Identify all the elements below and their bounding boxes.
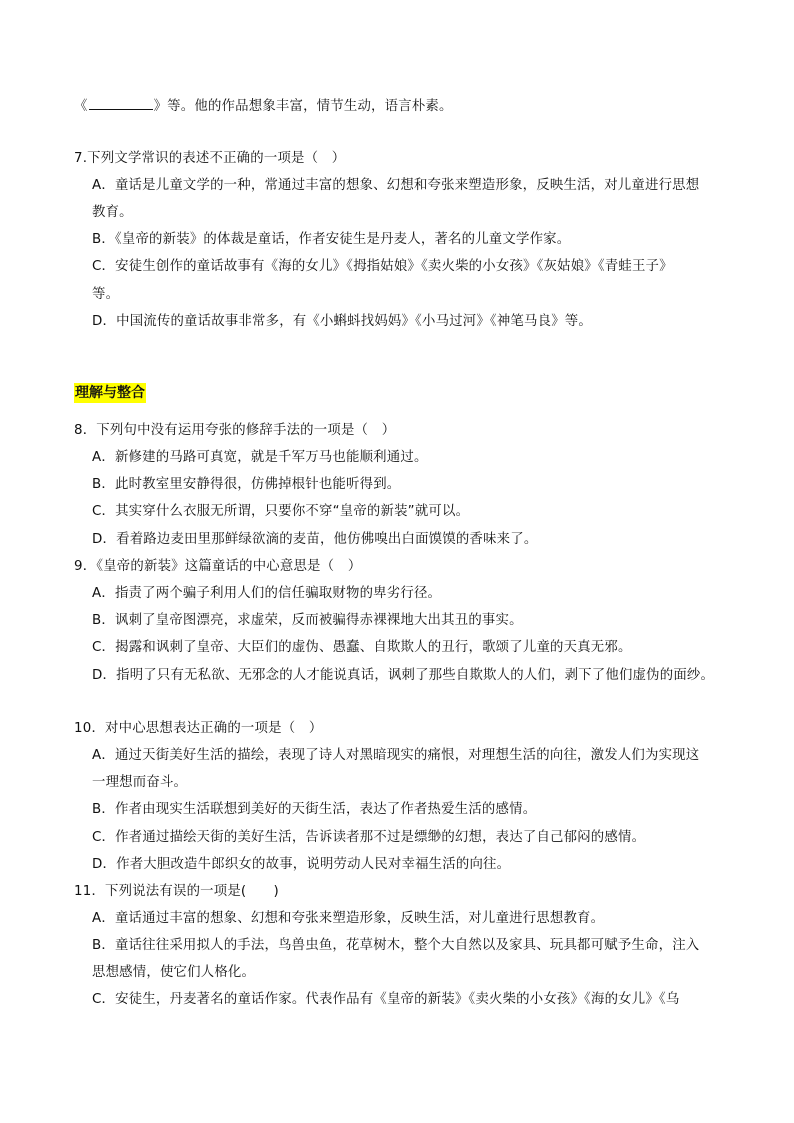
q7-option-a-line2: 教育。 xyxy=(92,205,133,220)
question-7-stem: 7.下列文学常识的表述不正确的一项是（ ） xyxy=(74,151,346,166)
answer-blank[interactable] xyxy=(89,97,153,110)
q11-option-a: A．童话通过丰富的想象、幻想和夸张来塑造形象，反映生活，对儿童进行思想教育。 xyxy=(92,911,605,926)
q7-option-b: B．《皇帝的新装》的体裁是童话，作者安徒生是丹麦人，著名的儿童文学作家。 xyxy=(92,232,571,247)
q8-option-b: B．此时教室里安静得很，仿佛掉根针也能听得到。 xyxy=(92,477,401,492)
question-11-stem: 11．下列说法有误的一项是( ) xyxy=(74,884,279,899)
q10-option-b: B．作者由现实生活联想到美好的天街生活，表达了作者热爱生活的感情。 xyxy=(92,802,537,817)
section-heading: 理解与整合 xyxy=(75,385,145,401)
q7-option-d: D．中国流传的童话故事非常多，有《小蝌蚪找妈妈》《小马过河》《神笔马良》等。 xyxy=(92,314,592,329)
fragment-open: 《 xyxy=(74,99,88,114)
q9-option-d: D．指明了只有无私欲、无邪念的人才能说真话，讽刺了那些自欺欺人的人们，剥下了他们虚伪的面纱。 xyxy=(92,668,715,683)
q9-option-c: C．揭露和讽刺了皇帝、大臣们的虚伪、愚蠢、自欺欺人的丑行，歌颂了儿童的天真无邪。 xyxy=(92,640,632,655)
q10-option-c: C．作者通过描绘天街的美好生活，告诉读者那不过是缥缈的幻想，表达了自己郁闷的感情。 xyxy=(92,830,646,845)
q9-option-a: A．指责了两个骗子利用人们的信任骗取财物的卑劣行径。 xyxy=(92,586,442,601)
q8-option-a: A．新修建的马路可真宽，就是千军万马也能顺利通过。 xyxy=(92,450,428,465)
q7-option-c-line2: 等。 xyxy=(92,287,120,302)
q10-option-a-line1: A．通过天街美好生活的描绘，表现了诗人对黑暗现实的痛恨，对理想生活的向往，激发人们为实现这 xyxy=(92,748,700,763)
q8-option-d: D．看着路边麦田里那鲜绿欲滴的麦苗，他仿佛嗅出白面馍馍的香味来了。 xyxy=(92,532,538,547)
fragment-line xyxy=(74,97,453,116)
q7-option-a-line1: A．童话是儿童文学的一种，常通过丰富的想象、幻想和夸张来塑造形象，反映生活，对儿童进行思想 xyxy=(92,178,700,193)
q9-option-b: B．讽刺了皇帝图漂亮，求虚荣，反而被骗得赤裸裸地大出其丑的事实。 xyxy=(92,613,523,628)
fragment-close: 》等。他的作品想象丰富，情节生动，语言朴素。 xyxy=(153,99,453,114)
q11-option-c-line1: C．安徒生，丹麦著名的童话作家。代表作品有《皇帝的新装》《卖火柴的小女孩》《海的女儿》《乌 xyxy=(92,992,680,1007)
q8-option-c: C．其实穿什么衣服无所谓，只要你不穿“皇帝的新装”就可以。 xyxy=(92,504,470,519)
q7-option-c-line1: C．安徒生创作的童话故事有《海的女儿》《拇指姑娘》《卖火柴的小女孩》《灰姑娘》《青蛙王子》 xyxy=(92,259,673,274)
q11-option-b-line2: 思想感情，使它们人格化。 xyxy=(92,965,256,980)
q10-option-a-line2: 一理想而奋斗。 xyxy=(92,775,188,790)
question-10-stem: 10．对中心思想表达正确的一项是（ ） xyxy=(74,721,323,736)
q10-option-d: D．作者大胆改造牛郎织女的故事，说明劳动人民对幸福生活的向往。 xyxy=(92,857,511,872)
q11-option-b-line1: B．童话往往采用拟人的手法，鸟兽虫鱼，花草树木，整个大自然以及家具、玩具都可赋予生命，注入 xyxy=(92,938,700,953)
question-9-stem: 9．《皇帝的新装》这篇童话的中心意思是（ ） xyxy=(74,559,362,574)
question-8-stem: 8．下列句中没有运用夸张的修辞手法的一项是（ ） xyxy=(74,423,396,438)
